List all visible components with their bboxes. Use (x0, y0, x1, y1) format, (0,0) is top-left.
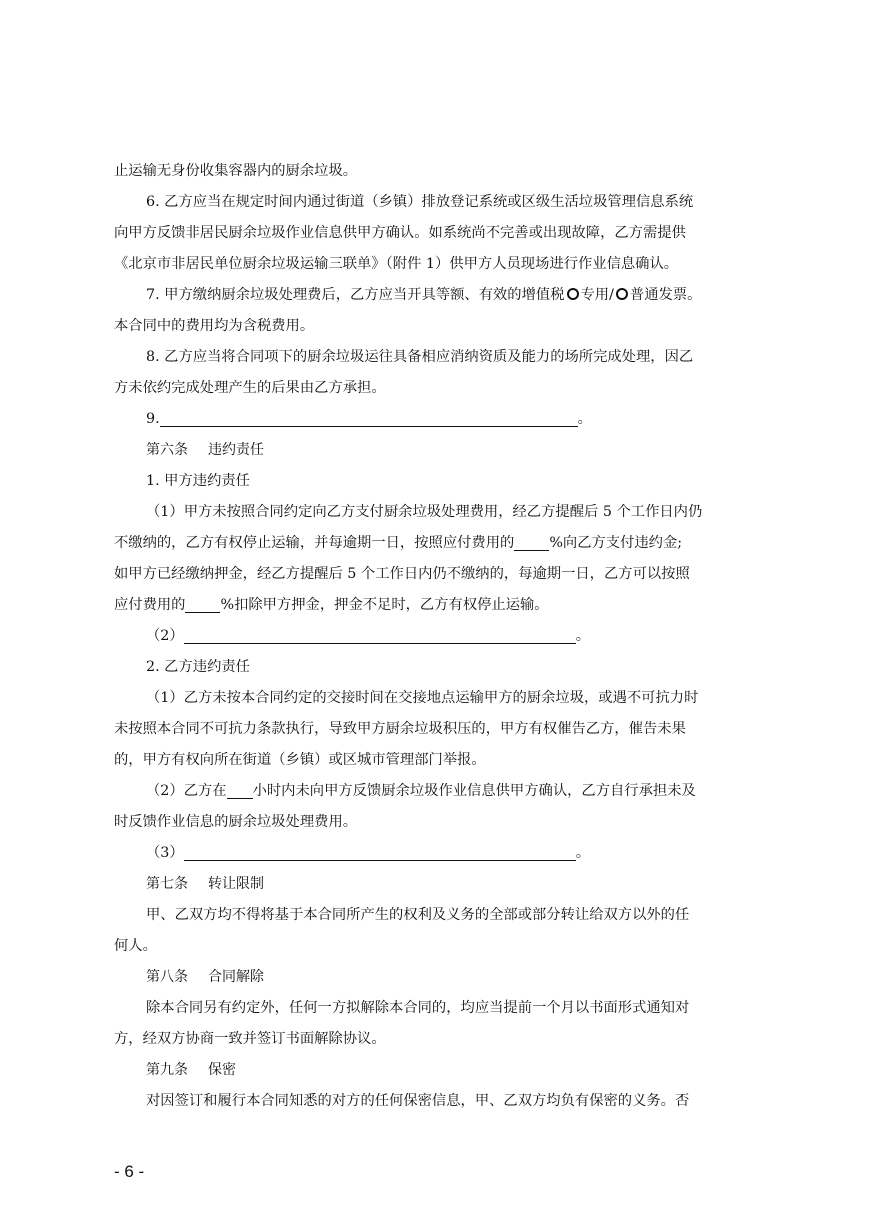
text-span: 应付费用的 (114, 597, 186, 613)
paragraph-line: 8. 乙方应当将合同项下的厨余垃圾运往具备相应消纳资质及能力的场所完成处理，因乙 (146, 349, 694, 365)
text-span: 。 (577, 411, 592, 427)
radio-circle-icon[interactable] (567, 288, 579, 300)
paragraph-line: 本合同中的费用均为含税费用。 (114, 318, 315, 334)
paragraph-line: 的，甲方有权向所在街道（乡镇）或区城市管理部门举报。 (114, 752, 486, 768)
paragraph-line (146, 282, 869, 308)
section-heading: 2. 乙方违约责任 (146, 659, 250, 675)
text-span: （2） (146, 628, 184, 644)
paragraph-line: （1）乙方未按本合同约定的交接时间在交接地点运输甲方的厨余垃圾，或遇不可抗力时 (146, 690, 699, 706)
article-number: 第七条 (146, 876, 188, 892)
paragraph-line: 除本合同另有约定外，任何一方拟解除本合同的，均应当提前一个月以书面形式通知对 (146, 1000, 690, 1016)
paragraph-line: 甲、乙双方均不得将基于本合同所产生的权利及义务的全部或部分转让给双方以外的任 (146, 907, 690, 923)
paragraph-line (114, 530, 869, 556)
article-title: 违约责任 (208, 442, 264, 458)
article-heading (146, 1057, 869, 1083)
text-span: 普通发票。 (629, 287, 702, 303)
text-span: 不缴纳的，乙方有权停止运输，并每逾期一日，按照应付费用的 (114, 535, 515, 551)
article-title: 保密 (208, 1062, 236, 1078)
paragraph-line: （1）甲方未按照合同约定向乙方支付厨余垃圾处理费用，经乙方提醒后 5 个工作日内仍 (146, 504, 703, 520)
text-span: （2）乙方在 (146, 783, 227, 799)
text-span: %向乙方支付违约金; (549, 535, 683, 551)
text-span: 7. 甲方缴纳厨余垃圾处理费后，乙方应当开具等额、有效的增值税 (146, 287, 565, 303)
paragraph-line (114, 592, 869, 618)
paragraph-line (146, 623, 869, 649)
paragraph-line: 如甲方已经缴纳押金，经乙方提醒后 5 个工作日内仍不缴纳的，每逾期一日，乙方可以按照 (114, 566, 690, 582)
paragraph-line (146, 778, 869, 804)
article-heading (146, 437, 869, 463)
paragraph-line: 对因签订和履行本合同知悉的对方的任何保密信息，甲、乙双方均负有保密的义务。否 (146, 1093, 690, 1109)
paragraph-line: 《北京市非居民单位厨余垃圾运输三联单》（附件 1）供甲方人员现场进行作业信息确认。 (114, 256, 679, 272)
paragraph-line: 何人。 (114, 938, 157, 954)
paragraph-line: 6. 乙方应当在规定时间内通过街道（乡镇）排放登记系统或区级生活垃圾管理信息系统 (146, 194, 694, 210)
paragraph-line: 方未依约完成处理产生的后果由乙方承担。 (114, 380, 386, 396)
fill-blank[interactable] (160, 409, 578, 427)
fill-blank[interactable] (184, 626, 576, 644)
text-span: %扣除甲方押金，押金不足时，乙方有权停止运输。 (220, 597, 549, 613)
text-span: 专用/ (580, 287, 614, 303)
fill-blank[interactable] (227, 781, 253, 799)
paragraph-line: 方，经双方协商一致并签订书面解除协议。 (114, 1031, 386, 1047)
paragraph-line: 时反馈作业信息的厨余垃圾处理费用。 (114, 814, 358, 830)
article-number: 第六条 (146, 442, 188, 458)
text-span: 小时内未向甲方反馈厨余垃圾作业信息供甲方确认，乙方自行承担未及 (252, 783, 696, 799)
article-title: 转让限制 (208, 876, 264, 892)
section-heading: 1. 甲方违约责任 (146, 473, 250, 489)
article-heading (146, 964, 869, 990)
text-span: 。 (575, 845, 590, 861)
fill-blank[interactable] (184, 843, 576, 861)
fill-blank[interactable] (185, 595, 220, 613)
article-title: 合同解除 (208, 969, 264, 985)
article-number: 第九条 (146, 1062, 188, 1078)
text-span: 。 (575, 628, 590, 644)
paragraph-line (146, 840, 869, 866)
fill-blank[interactable] (514, 533, 549, 551)
article-heading (146, 871, 869, 897)
paragraph-line: 未按照本合同不可抗力条款执行，导致甲方厨余垃圾积压的，甲方有权催告乙方，催告未果 (114, 721, 686, 737)
text-span: （3） (146, 845, 184, 861)
paragraph-line (146, 406, 869, 432)
paragraph-line: 向甲方反馈非居民厨余垃圾作业信息供甲方确认。如系统尚不完善或出现故障，乙方需提供 (114, 225, 686, 241)
radio-circle-icon[interactable] (616, 288, 628, 300)
text-span: 9. (146, 411, 160, 427)
paragraph-line: 止运输无身份收集容器内的厨余垃圾。 (114, 163, 358, 179)
page-number: - 6 - (114, 1162, 145, 1181)
article-number: 第八条 (146, 969, 188, 985)
